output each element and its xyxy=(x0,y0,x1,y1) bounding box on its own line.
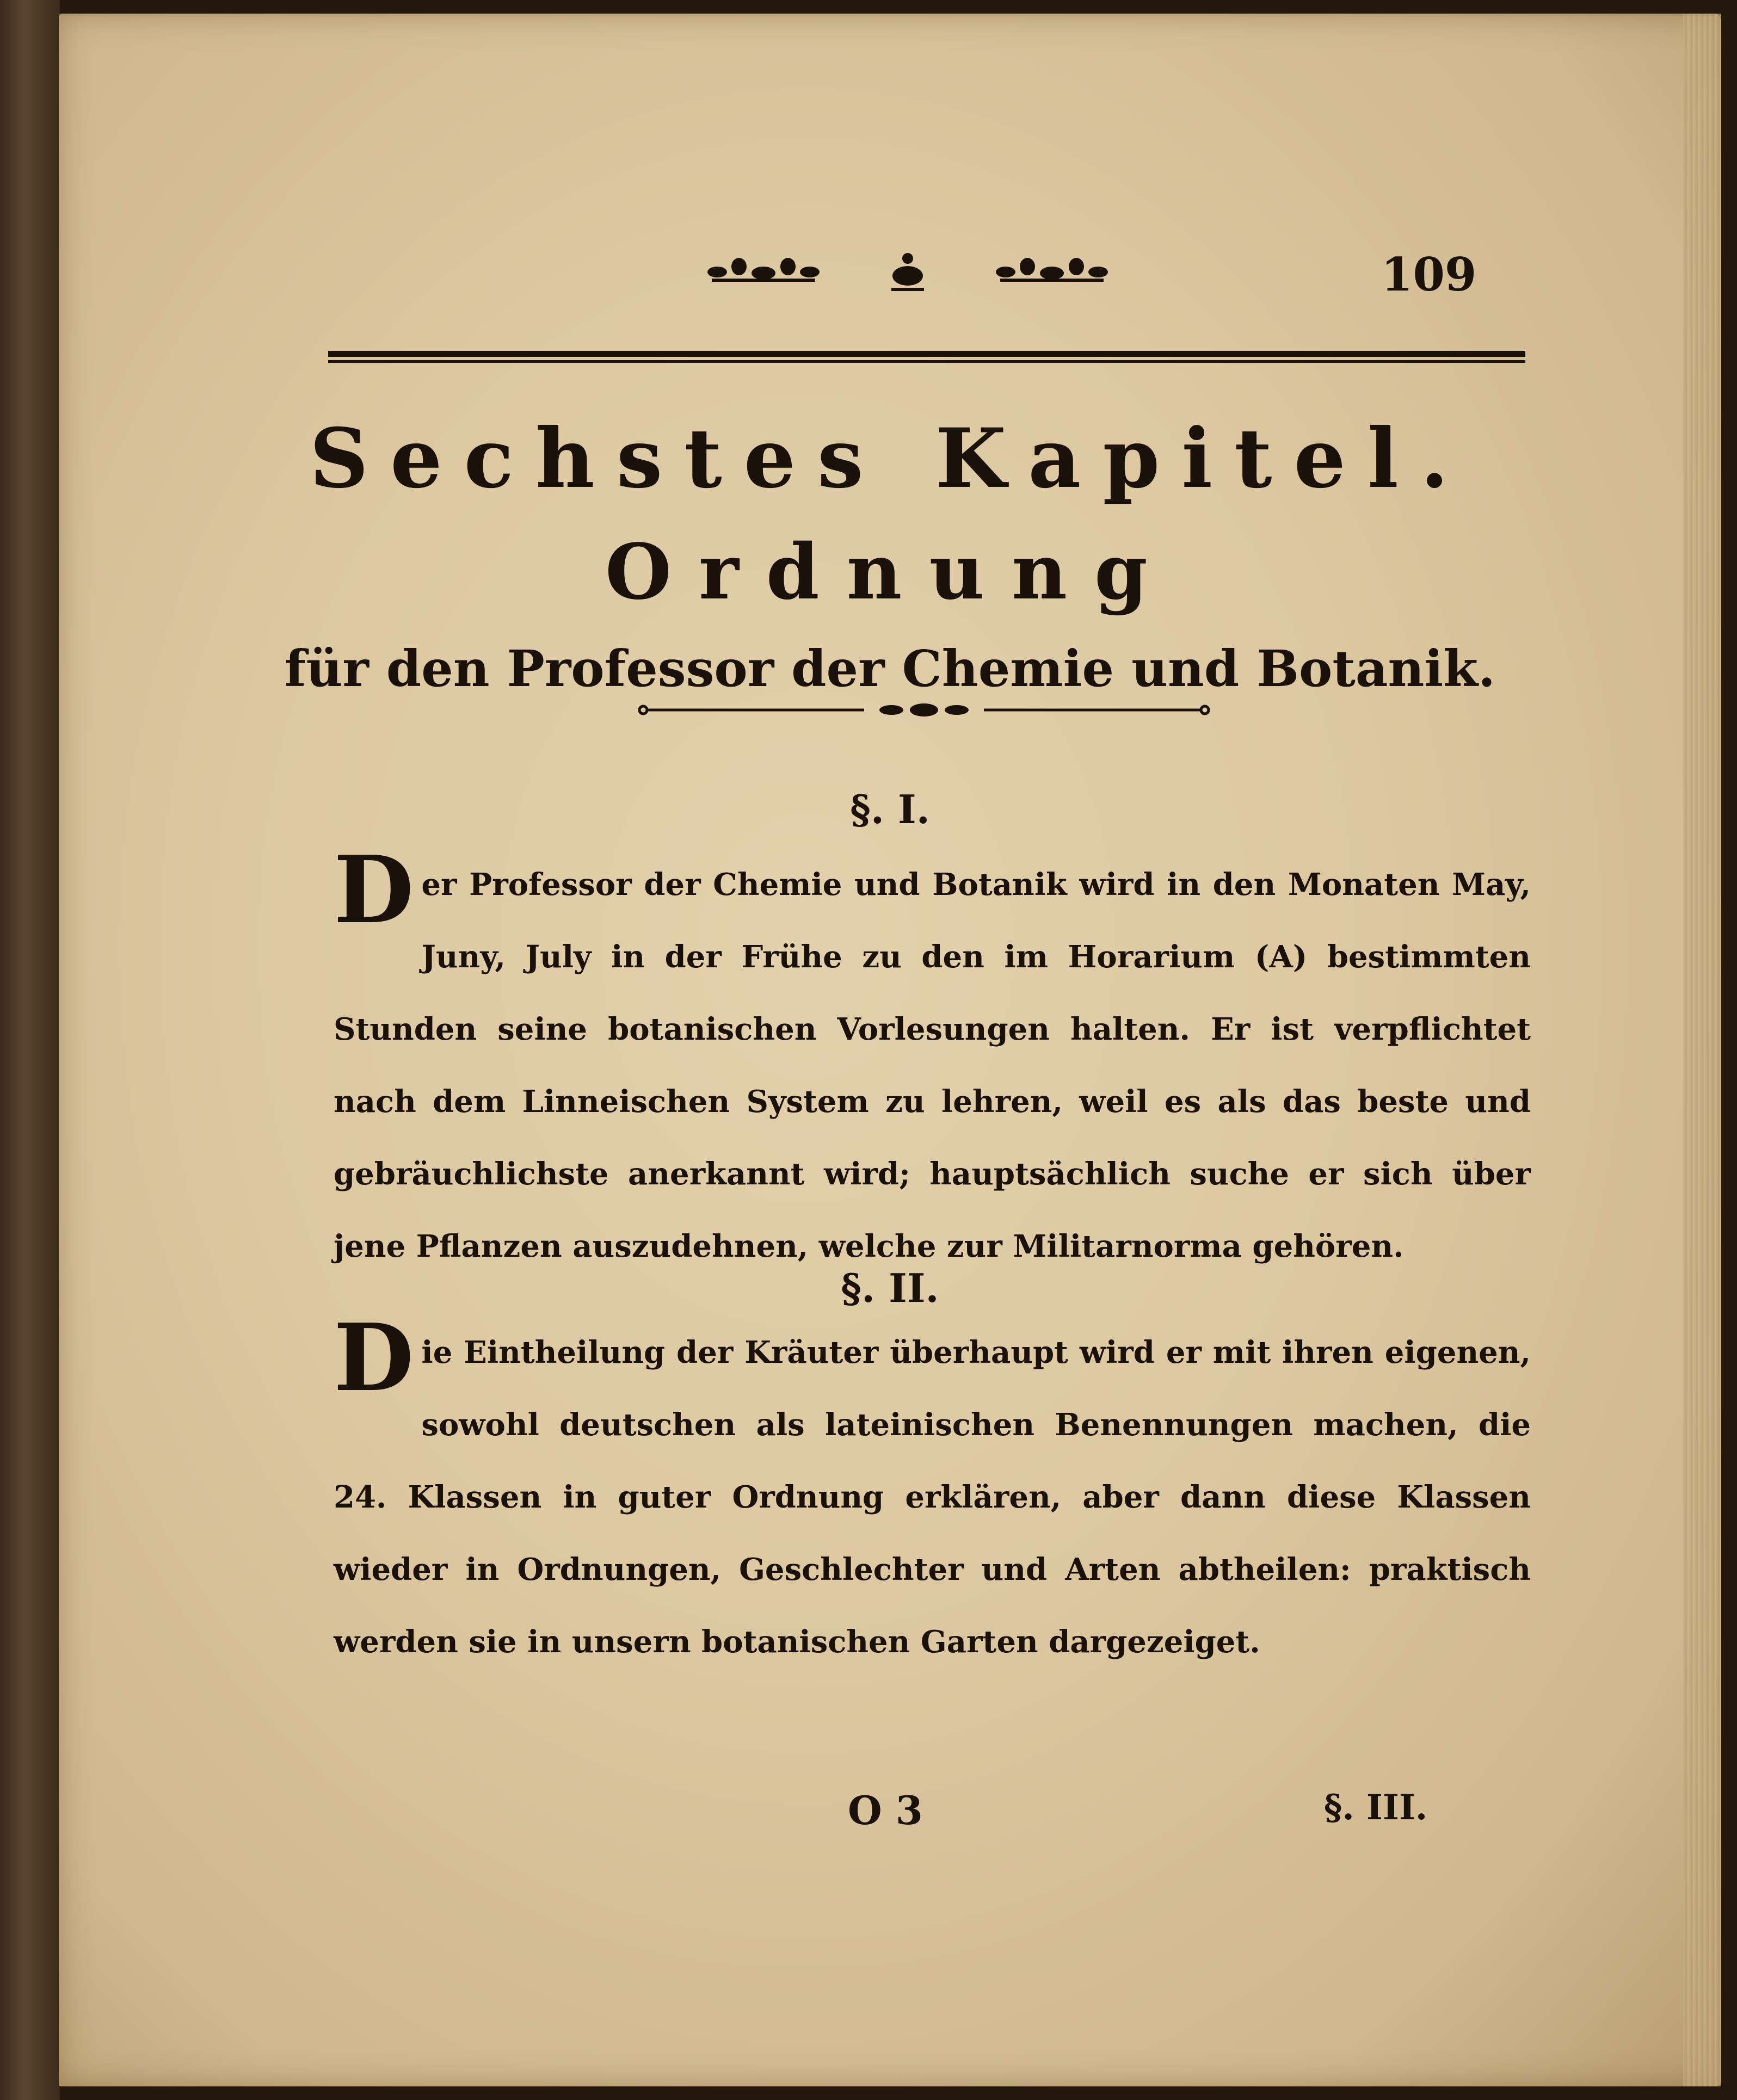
subtitle: für den Professor der Chemie und Botanik. xyxy=(284,639,1496,698)
floral-ornament-left-icon xyxy=(695,242,831,302)
chapter-title: Sechstes Kapitel. xyxy=(309,411,1471,507)
section-title: Ordnung xyxy=(605,528,1175,617)
paragraph-1-text: er Professor der Chemie und Botanik wird in den Monaten May, Juny, July in der Frühe zu den im Horarium (A) bestimmten Stunden seine botanischen Vorlesungen halten. Er ist verpflichtet nach dem Linneischen System zu lehren, weil es als das beste und gebräuchlichste anerkannt wird; hauptsächlich suche er sich über jene Pflanzen auszudehnen, welche zur Militarnorma gehören. xyxy=(334,867,1531,1264)
paragraph-2 xyxy=(334,1304,1531,1678)
dropcap-2: D xyxy=(334,1304,414,1412)
dropcap-1: D xyxy=(334,836,414,944)
catchword: §. III. xyxy=(1324,1787,1428,1828)
page-edges xyxy=(1683,14,1721,2086)
paragraph-1 xyxy=(334,836,1531,1283)
book-page xyxy=(59,14,1721,2086)
page-footer xyxy=(59,1787,1721,1842)
section-heading-2: §. II. xyxy=(841,1265,939,1311)
floral-ornament-right-icon xyxy=(984,242,1120,302)
section-heading-1: §. I. xyxy=(850,786,930,832)
page-number: 109 xyxy=(1381,248,1477,301)
paragraph-2-text: ie Eintheilung der Kräuter überhaupt wird er mit ihren eigenen, sowohl deutschen als lateinischen Benennungen machen, die 24. Klassen in guter Ordnung erklären, aber dann diese Klassen wieder in Ordnungen, Geschlechter und Arten abtheilen: praktisch werden sie in unsern botanischen Garten dargezeiget. xyxy=(334,1335,1531,1660)
signature-mark: O 3 xyxy=(848,1787,923,1833)
ornamental-divider xyxy=(636,699,1212,721)
floral-ornament-center-icon xyxy=(878,242,938,302)
book-binding xyxy=(0,0,60,2100)
header-rule xyxy=(328,351,1525,363)
page-header xyxy=(59,242,1721,318)
